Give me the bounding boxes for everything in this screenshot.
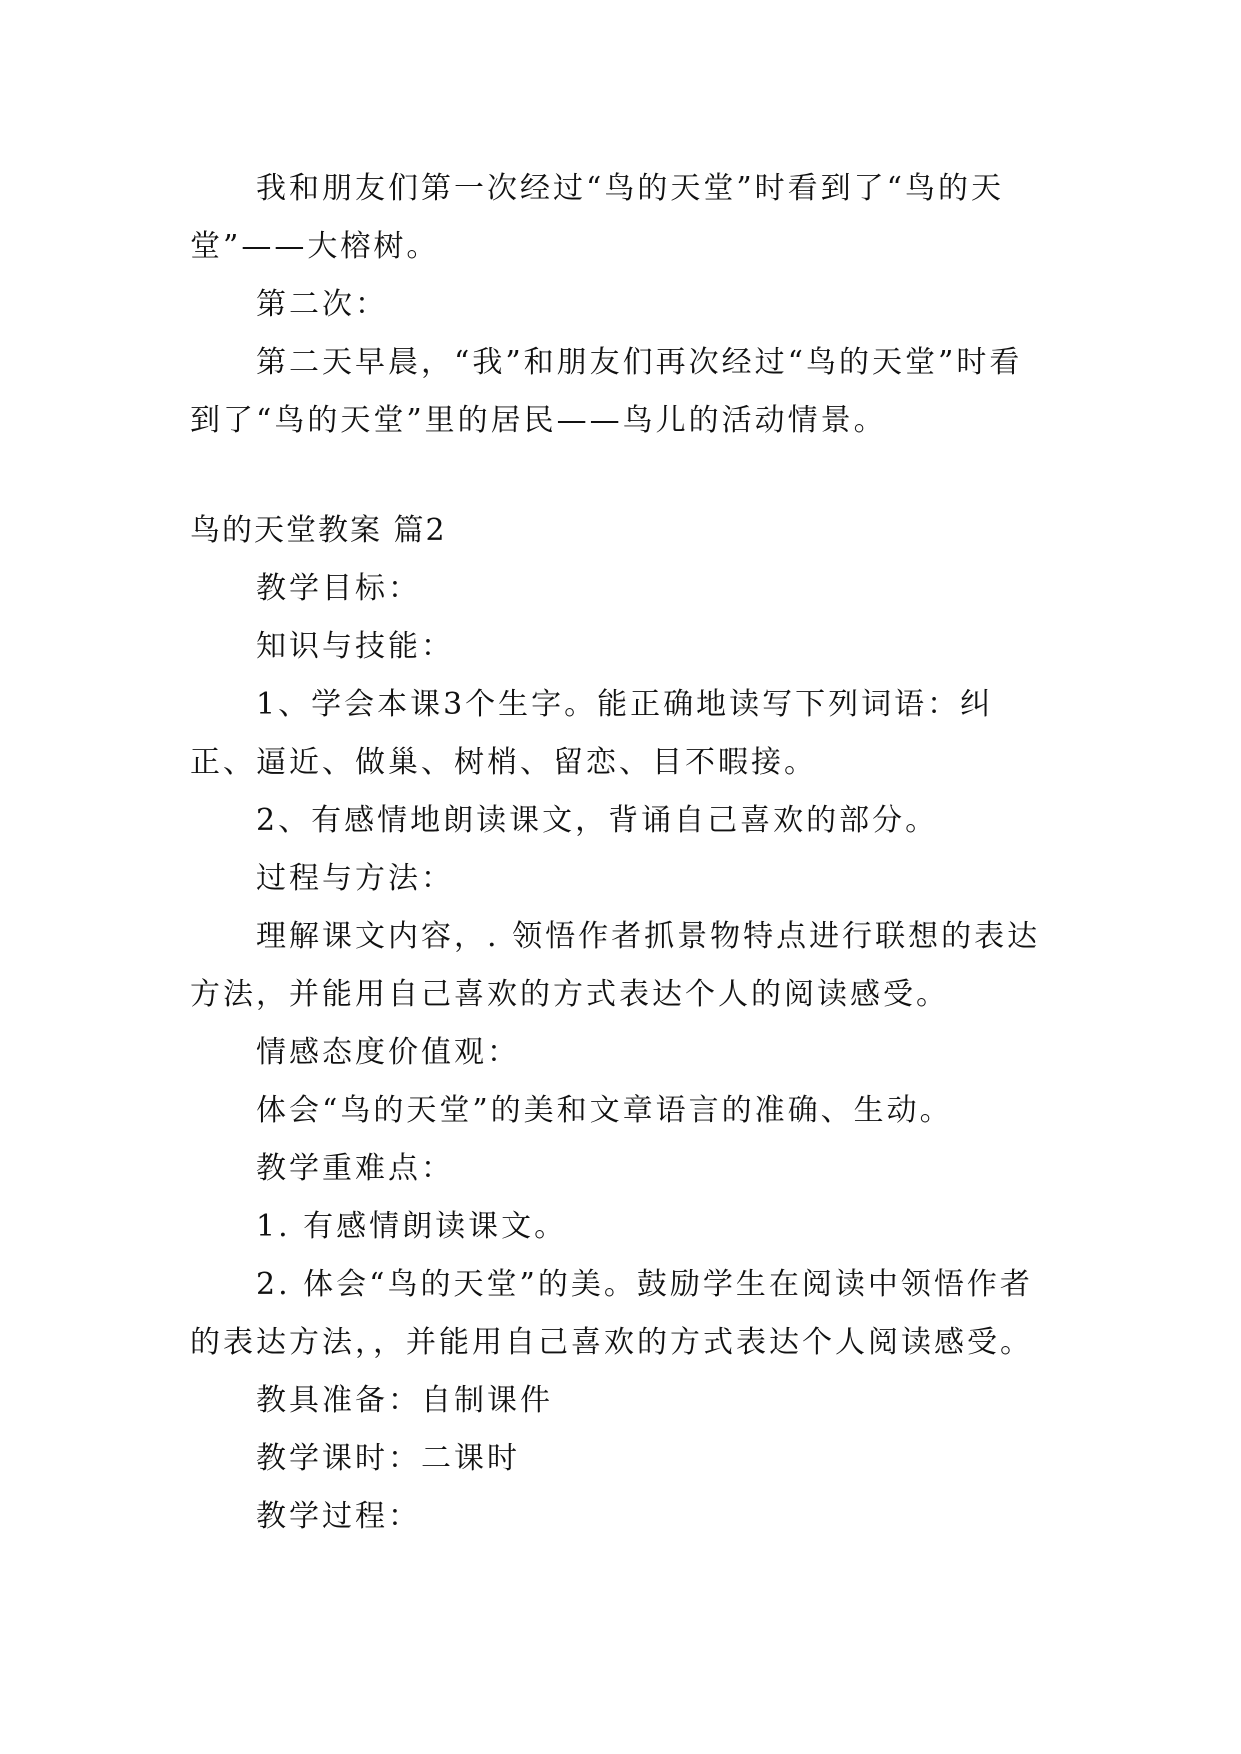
paragraph: 2、有感情地朗读课文，背诵自己喜欢的部分。 [256, 803, 939, 838]
paragraph: 教学过程： [256, 1499, 421, 1534]
section-heading: 鸟的天堂教案 篇2 [190, 513, 447, 548]
paragraph: 教学课时：二课时 [256, 1441, 520, 1476]
paragraph: 2. 体会“鸟的天堂”的美。鼓励学生在阅读中领悟作者的表达方法，，并能用自己喜欢的方式表达个人阅读感受。 [190, 1267, 1033, 1360]
paragraph: 1、学会本课3个生字。能正确地读写下列词语：纠正、逼近、做巢、树梢、留恋、目不暇接。 [190, 687, 994, 780]
paragraph: 体会“鸟的天堂”的美和文章语言的准确、生动。 [256, 1093, 953, 1128]
paragraph: 教具准备：自制课件 [256, 1383, 553, 1418]
paragraph: 情感态度价值观： [256, 1035, 520, 1070]
paragraph: 第二天早晨，“我”和朋友们再次经过“鸟的天堂”时看到了“鸟的天堂”里的居民——鸟儿的活动情景。 [190, 345, 1023, 438]
paragraph: 过程与方法： [256, 861, 454, 896]
paragraph: 教学重难点： [256, 1151, 454, 1186]
paragraph: 1. 有感情朗读课文。 [256, 1209, 568, 1244]
paragraph: 理解课文内容，. 领悟作者抓景物特点进行联想的表达方法，并能用自己喜欢的方式表达个人的阅读感受。 [190, 919, 1041, 1012]
paragraph: 我和朋友们第一次经过“鸟的天堂”时看到了“鸟的天堂”——大榕树。 [190, 171, 1005, 264]
paragraph: 第二次： [256, 287, 388, 322]
paragraph: 知识与技能： [256, 629, 454, 664]
document-page [190, 160, 1050, 1546]
paragraph: 教学目标： [256, 571, 421, 606]
